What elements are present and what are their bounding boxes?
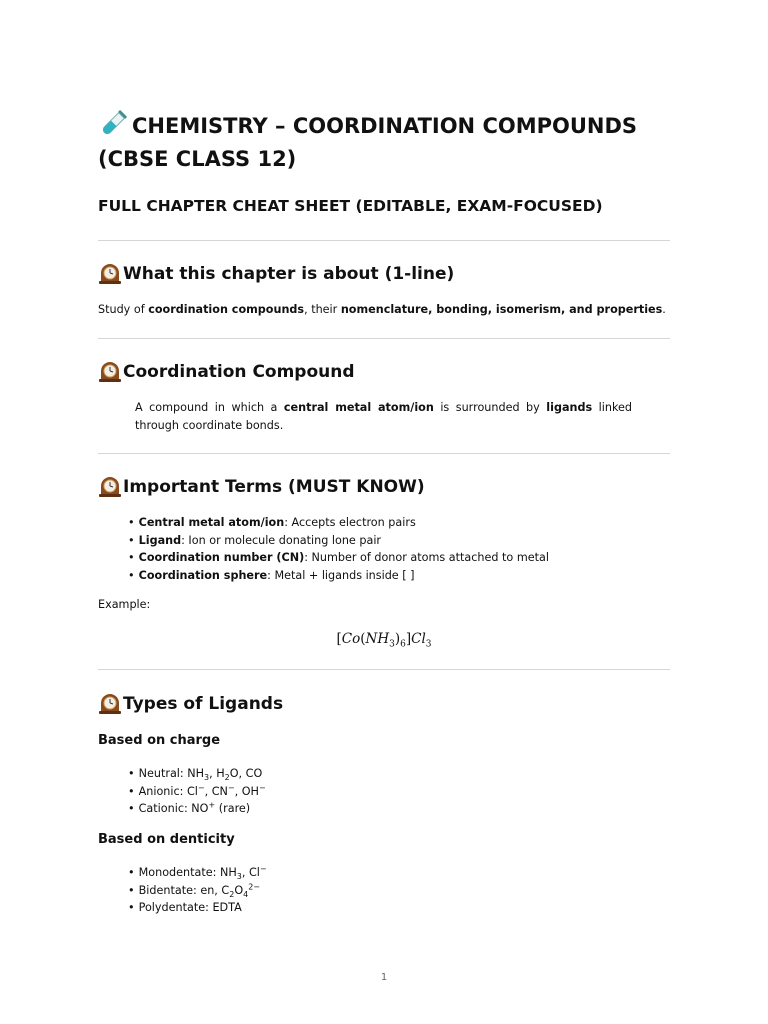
list-item: • Monodentate: $NH_3$, Cl− — [128, 864, 267, 882]
subheading-denticity: Based on denticity — [98, 832, 235, 847]
page-title — [98, 110, 678, 176]
poly-value: EDTA — [212, 901, 242, 915]
section-heading-ligands — [98, 692, 283, 715]
about-text-1: Study of — [98, 303, 149, 316]
list-item — [128, 514, 549, 532]
coord-text-2: is surrounded by — [433, 401, 547, 414]
coord-bold-2: ligands — [546, 401, 593, 414]
section-heading-terms — [98, 475, 425, 498]
list-item: • Anionic: Cl−, CN−, OH− — [128, 783, 266, 801]
coordination-definition — [135, 399, 632, 435]
divider — [98, 240, 670, 241]
list-item — [128, 567, 549, 585]
list-item: • Bidentate: en, $C_2O_4^{2-}$ — [128, 882, 267, 900]
list-item — [128, 899, 267, 917]
example-label: Example: — [98, 598, 151, 611]
anionic-label: Anionic: — [138, 784, 187, 798]
about-text-3: . — [662, 303, 666, 316]
term-name: Ligand — [138, 533, 182, 547]
subheading-charge: Based on charge — [98, 733, 221, 748]
divider — [98, 338, 670, 339]
term-desc: : Accepts electron pairs — [284, 516, 416, 529]
about-bold-2: nomenclature, bonding, isomerism, and properties — [340, 303, 663, 316]
term-desc: : Metal + ligands inside [ ] — [267, 568, 415, 582]
list-item: • Cationic: NO+ (rare) — [128, 800, 266, 818]
mantelpiece-clock-icon — [98, 692, 122, 714]
charge-list — [128, 765, 266, 818]
section-heading-terms-text: Important Terms (MUST KNOW) — [123, 477, 425, 497]
title-line-1: CHEMISTRY – COORDINATION COMPOUNDS — [132, 114, 638, 138]
page-subtitle: FULL CHAPTER CHEAT SHEET (EDITABLE, EXAM-FOCUSED) — [98, 197, 603, 215]
about-text-2: , their — [304, 303, 341, 316]
about-paragraph — [98, 301, 666, 318]
section-heading-coordination-text: Coordination Compound — [123, 362, 355, 382]
cationic-label: Cationic: — [138, 802, 192, 816]
divider — [98, 669, 670, 670]
title-line-2: (CBSE CLASS 12) — [98, 147, 297, 171]
mantelpiece-clock-icon — [98, 360, 122, 382]
terms-list — [128, 514, 549, 584]
coord-text-1: A compound in which a — [135, 401, 284, 414]
section-heading-coordination — [98, 360, 355, 383]
term-name: Coordination number (CN) — [138, 551, 305, 565]
neutral-label: Neutral: — [138, 767, 188, 780]
bi-label: Bidentate: — [138, 883, 201, 897]
section-heading-ligands-text: Types of Ligands — [123, 694, 284, 714]
term-name: Coordination sphere — [138, 568, 268, 582]
poly-label: Polydentate: — [138, 901, 213, 915]
term-name: Central metal atom/ion — [138, 516, 285, 529]
divider — [98, 453, 670, 454]
coord-text-3: linked through coordinate bonds. — [135, 401, 633, 432]
list-item: • Neutral: $NH_3$, $H_2O$, CO — [128, 765, 266, 783]
term-desc: : Ion or molecule donating lone pair — [181, 533, 382, 547]
list-item — [128, 549, 549, 567]
term-desc: : Number of donor atoms attached to metal — [304, 551, 549, 565]
test-tube-icon — [98, 110, 128, 138]
denticity-list — [128, 864, 267, 917]
example-formula: $[Co(NH_3)_6]Cl_3$ — [336, 631, 432, 650]
mantelpiece-clock-icon — [98, 262, 122, 284]
mantelpiece-clock-icon — [98, 475, 122, 497]
cationic-note: (rare) — [215, 802, 251, 816]
coord-bold-1: central metal atom/ion — [283, 401, 434, 414]
section-heading-about-text: What this chapter is about (1-line) — [123, 264, 455, 284]
section-heading-about — [98, 262, 454, 285]
mono-label: Monodentate: — [138, 866, 220, 879]
list-item — [128, 532, 549, 550]
about-bold-1: coordination compounds — [148, 303, 305, 316]
page-number: 1 — [380, 972, 388, 983]
